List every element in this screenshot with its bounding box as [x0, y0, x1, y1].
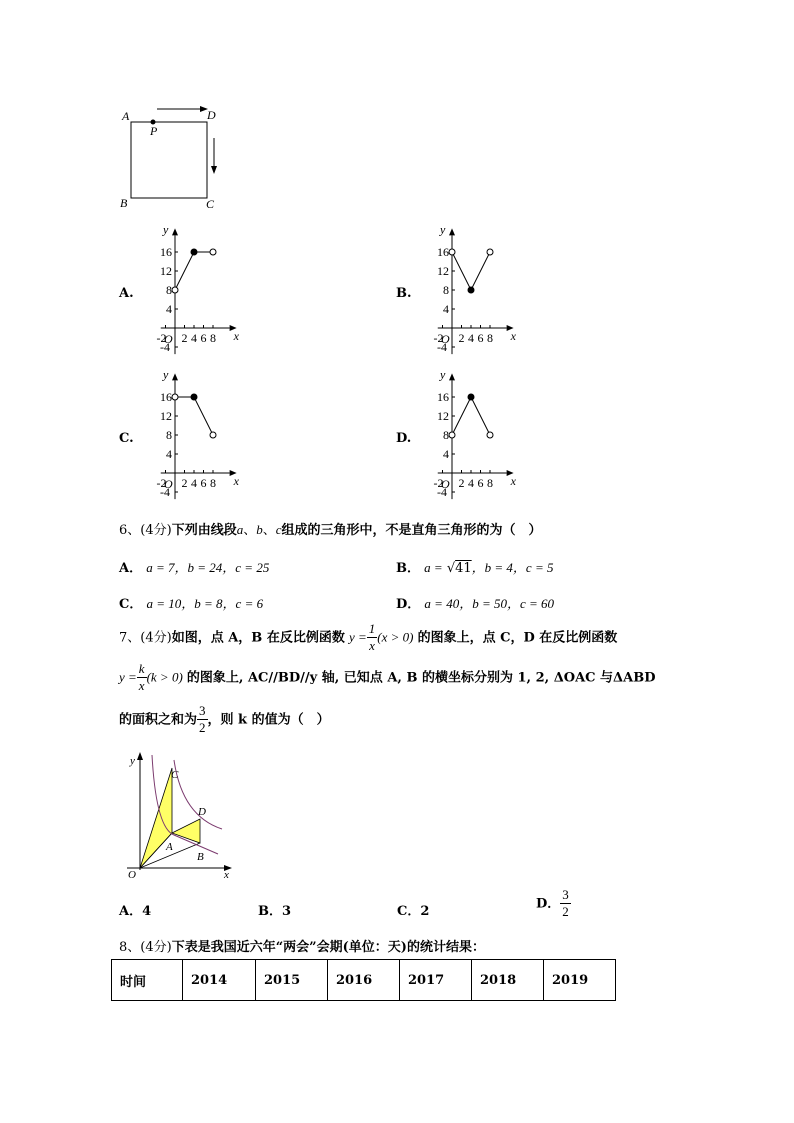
open-point — [449, 432, 455, 438]
y-axis-label: y — [440, 371, 446, 382]
fig7-label-D: D — [198, 806, 206, 818]
x-axis-label: x — [233, 329, 239, 343]
question-8-stem: 8、(4分)下表是我国近六年“两会”会期(单位：天)的统计结果： — [119, 940, 485, 955]
open-point — [487, 432, 493, 438]
y-tick-label: 16 — [437, 390, 449, 404]
x-tick-label: -2 — [433, 331, 444, 345]
question-7-line-1: 7、(4分)如图，点 A，B 在反比例函数 y = $\frac{1}{x}$ (x > 0) 的图象上，点 C，D 在反比例函数 — [119, 621, 618, 654]
square-figure — [112, 100, 232, 215]
sqrt-symbol: √41 — [446, 561, 472, 576]
fig7-label-x: x — [224, 869, 229, 880]
fig7-label-y: y — [130, 755, 135, 767]
origin-label: O — [164, 477, 173, 491]
table-cell: 2015 — [256, 960, 328, 1001]
y-tick-label: 4 — [166, 447, 172, 461]
x-tick-label: 8 — [210, 476, 216, 490]
table-cell: 2017 — [400, 960, 472, 1001]
y-tick-label: 8 — [166, 428, 172, 442]
question-7-option-B[interactable]: B．3 — [258, 904, 292, 919]
x-tick-label: 4 — [468, 476, 474, 490]
open-point — [210, 432, 216, 438]
origin-label: O — [441, 477, 450, 491]
x-tick-label: -2 — [433, 476, 444, 490]
graph-option-A-label: A. — [119, 286, 134, 301]
question-6-option-A[interactable]: A． a = 7，b = 24，c = 25 — [119, 560, 270, 576]
open-point — [172, 394, 178, 400]
fig7-label-B: B — [197, 851, 204, 863]
y-axis-label: y — [163, 226, 169, 237]
label-P: P — [150, 124, 158, 138]
open-point — [449, 249, 455, 255]
graph-option-C-label: C. — [119, 431, 134, 446]
open-point — [210, 249, 216, 255]
graph-option-A — [138, 226, 268, 356]
y-tick-label: 16 — [160, 245, 172, 259]
x-tick-label: 6 — [200, 476, 207, 490]
fraction-1-over-x: $\frac{1}{x}$ — [368, 621, 376, 654]
x-tick-label: 6 — [477, 331, 484, 345]
x-tick-label: 4 — [191, 476, 197, 490]
y-tick-label: 12 — [160, 264, 172, 278]
origin-label: O — [441, 332, 450, 346]
y-tick-label: 8 — [166, 283, 172, 297]
y-tick-label: 12 — [437, 409, 449, 423]
graph-option-C — [138, 371, 268, 501]
label-B: B — [120, 196, 128, 210]
y-tick-label: 12 — [160, 409, 172, 423]
question-8-number: 8、(4分) — [119, 940, 172, 955]
question-7-option-C[interactable]: C．2 — [397, 904, 430, 919]
question-6-option-B[interactable]: B． a = √41，b = 4，c = 5 — [396, 560, 554, 576]
x-tick-label: 4 — [191, 331, 197, 345]
y-tick-label: -4 — [160, 340, 170, 354]
x-tick-label: 6 — [200, 331, 207, 345]
y-tick-label: 4 — [443, 447, 449, 461]
graph-option-D-label: D. — [396, 431, 412, 446]
fraction-3-over-2-option: $\frac{3}{2}$ — [562, 887, 569, 920]
graph-option-B-label: B. — [396, 286, 412, 301]
y-axis-arrow — [449, 228, 455, 235]
session-days-table — [111, 959, 616, 1001]
y-tick-label: 4 — [443, 302, 449, 316]
table-cell: 时间 — [112, 960, 183, 1001]
question-7-line-2: y = $\frac{k}{x}$ (k > 0) 的图象上, AC//BD//y 轴, 已知点 A, B 的横坐标分别为 1, 2, ΔOAC 与ΔABD — [119, 661, 656, 694]
y-tick-label: 12 — [437, 264, 449, 278]
y-axis-label: y — [163, 371, 169, 382]
y-tick-label: -4 — [437, 340, 447, 354]
x-tick-label: 8 — [487, 331, 493, 345]
x-tick-label: 2 — [181, 331, 188, 345]
x-tick-label: 6 — [477, 476, 484, 490]
y-tick-label: 16 — [160, 390, 172, 404]
x-tick-label: 2 — [458, 331, 465, 345]
question-7-line-3: 的面积之和为 $\frac{3}{2}$ ，则 k 的值为（ ） — [119, 703, 330, 736]
x-tick-label: 4 — [468, 331, 474, 345]
table-cell: 2018 — [472, 960, 544, 1001]
question-7-figure — [122, 750, 237, 880]
table-cell: 2014 — [183, 960, 256, 1001]
label-D: D — [207, 108, 216, 122]
fraction-3-over-2: $\frac{3}{2}$ — [199, 703, 206, 736]
table-row — [112, 960, 616, 1001]
question-7-number: 7、(4分) — [119, 630, 172, 646]
y-tick-label: 4 — [166, 302, 172, 316]
question-6-option-C[interactable]: C． a = 10，b = 8，c = 6 — [119, 596, 264, 612]
graph-line — [452, 252, 490, 290]
x-tick-label: 2 — [181, 476, 188, 490]
closed-point — [191, 394, 197, 400]
graph-line — [175, 252, 213, 290]
x-axis-label: x — [510, 329, 516, 343]
graph-line — [175, 397, 213, 435]
x-tick-label: -2 — [156, 331, 167, 345]
question-6-stem: 6、(4分)下列由线段a、b、c组成的三角形中，不是直角三角形的为（ ） — [119, 522, 542, 538]
question-7-option-A[interactable]: A．4 — [119, 904, 152, 919]
graph-line — [452, 397, 490, 435]
y-axis-arrow — [449, 373, 455, 380]
question-6-option-D[interactable]: D． a = 40，b = 50，c = 60 — [396, 596, 555, 612]
y-tick-label: 16 — [437, 245, 449, 259]
open-point — [487, 249, 493, 255]
question-6-number: 6、(4分) — [119, 523, 172, 538]
question-7-option-D[interactable]: D． $\frac{3}{2}$ — [536, 887, 569, 920]
y-tick-label: 8 — [443, 283, 449, 297]
closed-point — [468, 394, 474, 400]
fig7-label-A: A — [166, 841, 173, 853]
y-axis-arrow — [172, 228, 178, 235]
fig7-label-O: O — [128, 869, 136, 880]
fig7-label-C: C — [171, 769, 179, 781]
y-tick-label: 8 — [443, 428, 449, 442]
y-tick-label: -4 — [437, 485, 447, 499]
origin-label: O — [164, 332, 173, 346]
label-C: C — [206, 197, 215, 211]
table-cell: 2016 — [328, 960, 400, 1001]
open-point — [172, 287, 178, 293]
closed-point — [468, 287, 474, 293]
graph-option-B — [415, 226, 545, 356]
x-tick-label: 8 — [210, 331, 216, 345]
y-axis-arrow — [172, 373, 178, 380]
x-tick-label: 8 — [487, 476, 493, 490]
x-tick-label: -2 — [156, 476, 167, 490]
graph-option-D — [415, 371, 545, 501]
x-axis-label: x — [233, 474, 239, 488]
x-axis-label: x — [510, 474, 516, 488]
label-A: A — [122, 109, 130, 123]
table-cell: 2019 — [544, 960, 616, 1001]
y-tick-label: -4 — [160, 485, 170, 499]
y-axis-label: y — [440, 226, 446, 237]
closed-point — [191, 249, 197, 255]
fraction-k-over-x: $\frac{k}{x}$ — [138, 661, 145, 694]
x-tick-label: 2 — [458, 476, 465, 490]
